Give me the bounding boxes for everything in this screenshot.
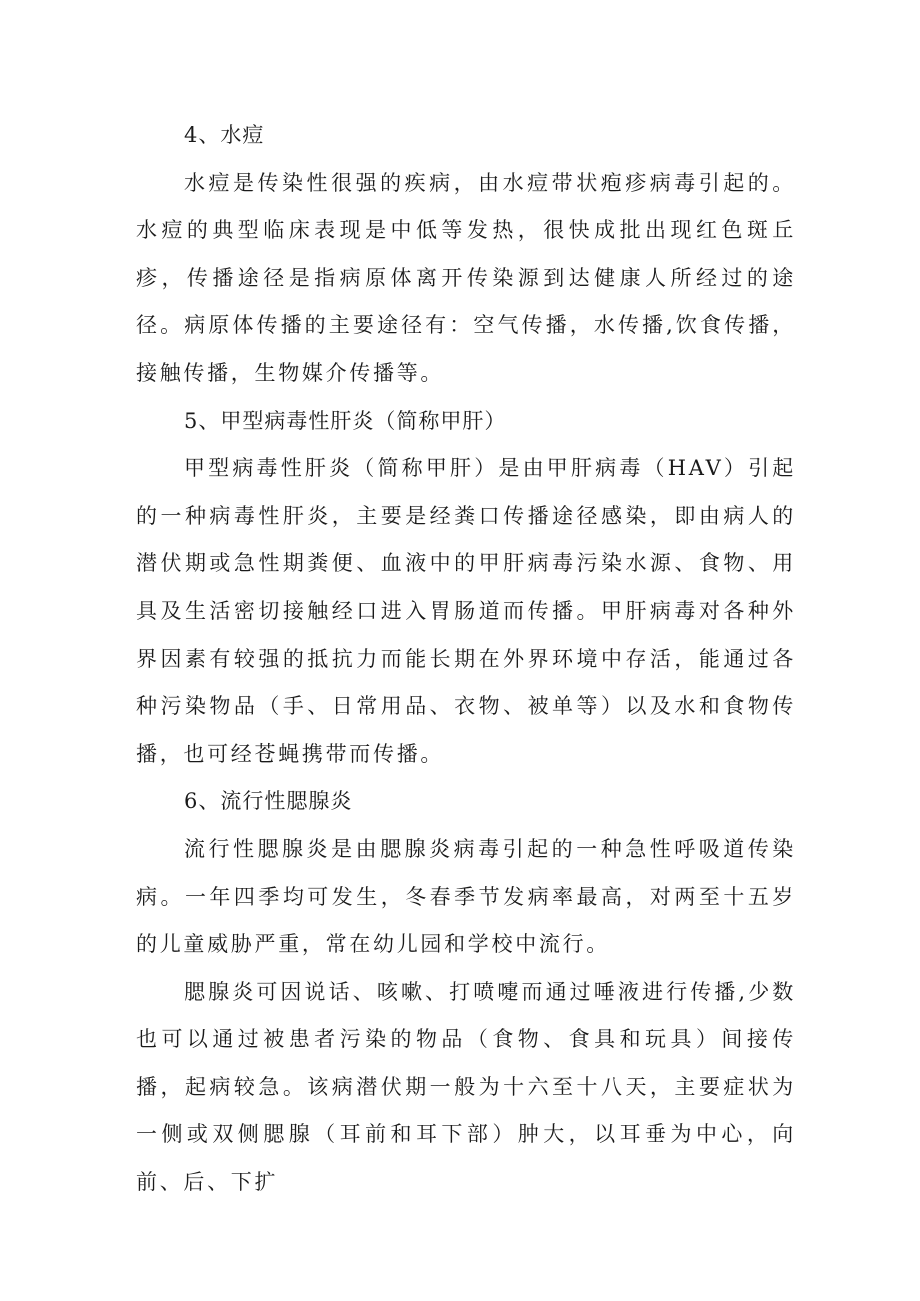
paragraph-mumps-intro: 流行性腮腺炎是由腮腺炎病毒引起的一种急性呼吸道传染病。一年四季均可发生，冬春季节发病率最高，对两至十五岁的儿童威胁严重，常在幼儿园和学校中流行。	[136, 836, 796, 957]
paragraph-chickenpox: 水痘是传染性很强的疾病，由水痘带状疱疹病毒引起的。水痘的典型临床表现是中低等发热，很快成批出现红色斑丘疹，传播途径是指病原体离开传染源到达健康人所经过的途径。病原体传播的主要途径有：空气传播，水传播,饮食传播，接触传播，生物媒介传播等。	[136, 170, 796, 385]
paragraph-hepatitis-a: 甲型病毒性肝炎（简称甲肝）是由甲肝病毒（HAV）引起的一种病毒性肝炎，主要是经粪口传播途径感染，即由病人的潜伏期或急性期粪便、血液中的甲肝病毒污染水源、食物、用具及生活密切接触经口进入胃肠道而传播。甲肝病毒对各种外界因素有较强的抵抗力而能长期在外界环境中存活，能通过各种污染物品（手、日常用品、衣物、被单等）以及水和食物传播，也可经苍蝇携带而传播。	[136, 456, 796, 766]
document-body	[136, 112, 796, 1207]
section-heading-hepatitis-a: 5、甲型病毒性肝炎（简称甲肝）	[184, 408, 507, 433]
section-heading-chickenpox: 4、水痘	[184, 123, 265, 147]
section-heading-mumps: 6、流行性腮腺炎	[184, 789, 353, 814]
paragraph-mumps-transmission: 腮腺炎可因说话、咳嗽、打喷嚏而通过唾液进行传播,少数也可以通过被患者污染的物品（食物、食具和玩具）间接传播，起病较急。该病潜伏期一般为十六至十八天，主要症状为一侧或双侧腮腺（耳前和耳下部）肿大，以耳垂为中心，向前、后、下扩	[136, 979, 796, 1195]
